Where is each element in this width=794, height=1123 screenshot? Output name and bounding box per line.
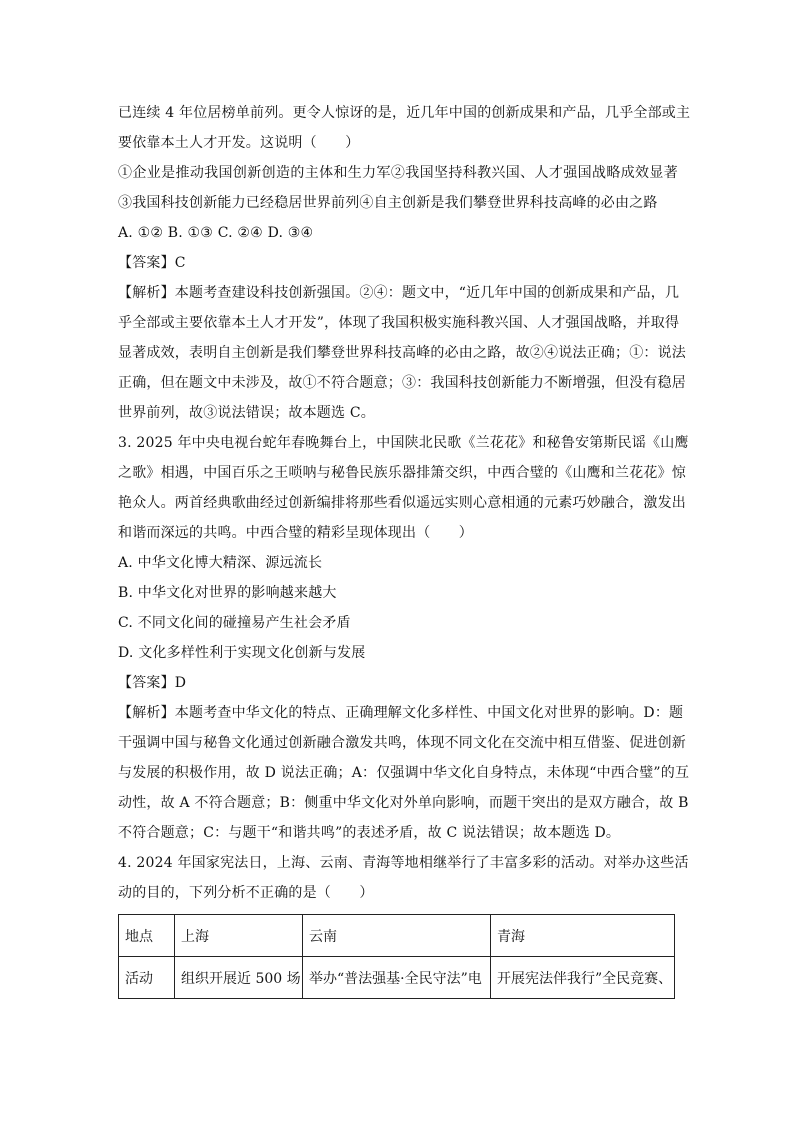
choice-b: B. 中华文化对世界的影响越来越大 — [118, 585, 337, 601]
analysis-line: 乎全部或主要依靠本土人才开发”，体现了我国积极实施科教兴国、人才强国战略，并取得 — [118, 315, 680, 331]
analysis-line: 干强调中国与秘鲁文化通过创新融合激发共鸣，体现不同文化在交流中相互借鉴、促进创新 — [118, 735, 686, 751]
analysis-line: 与发展的积极作用，故 D 说法正确；A：仅强调中华文化自身特点，未体现“中西合璧”的互 — [118, 765, 690, 781]
option-statements-line: ①企业是推动我国创新创造的主体和生力军②我国坚持科教兴国、人才强国战略成效显著 — [118, 165, 678, 181]
table-cell: 组织开展近 500 场 — [175, 957, 303, 999]
choice-c: C. 不同文化间的碰撞易产生社会矛盾 — [118, 615, 351, 631]
choice-d: D. 文化多样性利于实现文化创新与发展 — [118, 645, 366, 661]
analysis-line: 世界前列，故③说法错误；故本题选 C。 — [118, 405, 375, 421]
table-cell: 地点 — [119, 915, 175, 957]
analysis-line: 正确，但在题文中未涉及，故①不符合题意；③：我国科技创新能力不断增强，但没有稳居 — [118, 375, 686, 391]
analysis-line: 显著成效，表明自主创新是我们攀登世界科技高峰的必由之路，故②④说法正确；①：说法 — [118, 345, 686, 361]
answer-choices: A. ①② B. ①③ C. ②④ D. ③④ — [118, 225, 314, 241]
text-body — [118, 98, 691, 908]
table-row — [119, 957, 675, 999]
activity-table — [118, 914, 675, 999]
option-statements-line: ③我国科技创新能力已经稳居世界前列④自主创新是我们攀登世界科技高峰的必由之路 — [118, 195, 658, 211]
table-cell: 举办“普法强基·全民守法”电 — [303, 957, 491, 999]
question-3-line: 之歌》相遇，中国百乐之王唢呐与秘鲁民族乐器排箫交织，中西合璧的《山鹰和兰花花》惊 — [118, 465, 686, 481]
question-3-line: 和谐而深远的共鸣。中西合璧的精彩呈现体现出（ ） — [118, 525, 473, 541]
analysis-line: 不符合题意；C：与题干“和谐共鸣”的表述矛盾，故 C 说法错误；故本题选 D。 — [118, 825, 621, 841]
table-cell: 开展宪法伴我行”全民竞赛、 — [491, 957, 675, 999]
analysis-line: 【解析】本题考查建设科技创新强国。②④：题文中，“近几年中国的创新成果和产品，几 — [118, 285, 680, 301]
question-4-line: 动的目的，下列分析不正确的是（ ） — [118, 885, 374, 901]
choice-a: A. 中华文化博大精深、源远流长 — [118, 555, 323, 571]
answer-label: 【答案】D — [118, 675, 187, 691]
analysis-line: 【解析】本题考查中华文化的特点、正确理解文化多样性、中国文化对世界的影响。D：题 — [118, 705, 684, 721]
document-page — [118, 98, 691, 999]
text-line: 已连续 4 年位居榜单前列。更令人惊讶的是，近几年中国的创新成果和产品，几乎全部或主 — [118, 105, 691, 121]
analysis-line: 动性，故 A 不符合题意；B：侧重中华文化对外单向影响，而题干突出的是双方融合，故 B — [118, 795, 689, 811]
question-3-line: 3. 2025 年中央电视台蛇年春晚舞台上，中国陕北民歌《兰花花》和秘鲁安第斯民谣《山鹰 — [118, 435, 689, 451]
table-cell: 云南 — [303, 915, 491, 957]
text-line: 要依靠本土人才开发。这说明（ ） — [118, 135, 360, 151]
question-4-line: 4. 2024 年国家宪法日，上海、云南、青海等地相继举行了丰富多彩的活动。对举办这些活 — [118, 855, 689, 871]
table-cell: 上海 — [175, 915, 303, 957]
question-3-line: 艳众人。两首经典歌曲经过创新编排将那些看似遥远实则心意相通的元素巧妙融合，激发出 — [118, 495, 686, 511]
table-header-row — [119, 915, 675, 957]
answer-label: 【答案】C — [118, 255, 186, 271]
table-cell: 青海 — [491, 915, 675, 957]
table-cell: 活动 — [119, 957, 175, 999]
